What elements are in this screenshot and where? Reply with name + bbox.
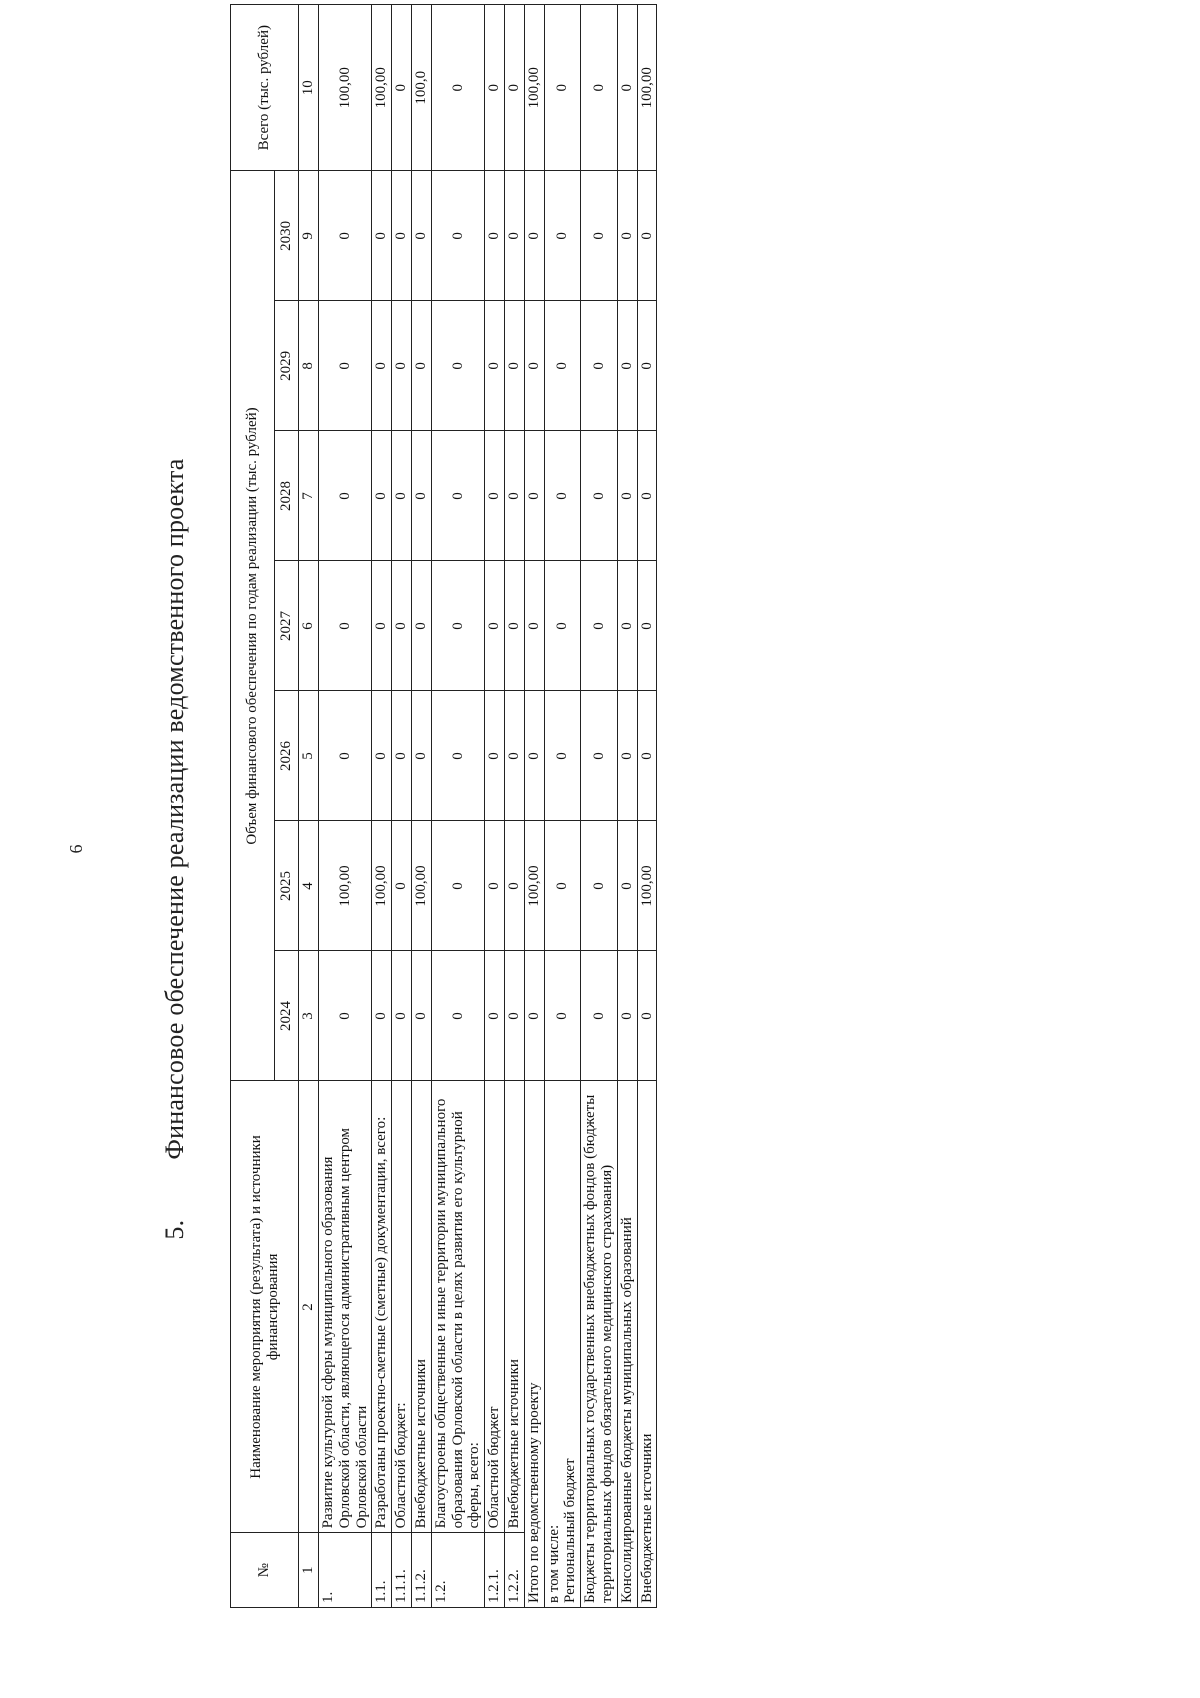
column-number: 6 (299, 561, 319, 691)
row-number: 1.1.2. (411, 1533, 431, 1608)
summary-value: 0 (617, 171, 637, 301)
table-row (431, 5, 484, 1608)
row-value: 0 (485, 431, 505, 561)
row-value: 0 (431, 301, 484, 431)
row-number: 1.1. (372, 1533, 392, 1608)
summary-value: 0 (581, 431, 618, 561)
table-body (319, 5, 657, 1608)
row-value: 0 (319, 691, 372, 821)
summary-value: 0 (617, 821, 637, 951)
summary-value: 0 (524, 951, 544, 1081)
row-name: Внебюджетные источники (504, 1081, 524, 1533)
summary-value: 0 (544, 821, 581, 951)
header-year: 2024 (275, 951, 299, 1081)
summary-total: 100,00 (524, 5, 544, 171)
row-value: 0 (431, 951, 484, 1081)
summary-value: 0 (544, 951, 581, 1081)
row-value: 0 (372, 301, 392, 431)
column-number: 2 (299, 1081, 319, 1533)
row-value: 0 (392, 171, 412, 301)
summary-value: 0 (637, 171, 657, 301)
financing-table (230, 4, 657, 1608)
summary-value: 0 (617, 301, 637, 431)
row-value: 0 (372, 691, 392, 821)
summary-value: 0 (617, 561, 637, 691)
row-value: 0 (392, 821, 412, 951)
row-total: 0 (485, 5, 505, 171)
summary-row (544, 5, 581, 1608)
row-total: 100,00 (319, 5, 372, 171)
row-value: 0 (372, 431, 392, 561)
summary-value: 0 (637, 951, 657, 1081)
summary-value: 0 (544, 431, 581, 561)
row-value: 0 (392, 561, 412, 691)
summary-name: в том числе: Региональный бюджет (544, 1081, 581, 1608)
row-name: Областной бюджет: (392, 1081, 412, 1533)
column-numbers-row (299, 5, 319, 1608)
header-year: 2028 (275, 431, 299, 561)
header-year: 2030 (275, 171, 299, 301)
summary-name: Консолидированные бюджеты муниципальных образований (617, 1081, 637, 1608)
summary-value: 0 (637, 431, 657, 561)
row-value: 0 (392, 301, 412, 431)
table-row (392, 5, 412, 1608)
column-number: 5 (299, 691, 319, 821)
row-number: 1.2. (431, 1533, 484, 1608)
row-number: 1.1.1. (392, 1533, 412, 1608)
row-value: 100,00 (372, 821, 392, 951)
row-name: Развитие культурной сферы муниципального образования Орловской области, являющегося административным центром Орловской области (319, 1081, 372, 1533)
row-value: 0 (319, 171, 372, 301)
summary-value: 0 (524, 691, 544, 821)
summary-value: 0 (617, 951, 637, 1081)
column-number: 8 (299, 301, 319, 431)
column-number: 7 (299, 431, 319, 561)
column-number: 3 (299, 951, 319, 1081)
row-total: 0 (392, 5, 412, 171)
row-value: 0 (372, 951, 392, 1081)
row-value: 0 (431, 431, 484, 561)
row-value: 0 (485, 171, 505, 301)
row-value: 100,00 (411, 821, 431, 951)
summary-name: Итого по ведомственному проекту (524, 1081, 544, 1608)
row-value: 0 (411, 171, 431, 301)
row-value: 0 (431, 171, 484, 301)
summary-value: 0 (637, 301, 657, 431)
row-value: 0 (431, 691, 484, 821)
row-value: 0 (411, 301, 431, 431)
summary-value: 0 (524, 171, 544, 301)
table-row (319, 5, 372, 1608)
column-number: 4 (299, 821, 319, 951)
row-total: 100,0 (411, 5, 431, 171)
summary-total: 0 (544, 5, 581, 171)
header-year: 2026 (275, 691, 299, 821)
section-heading (160, 0, 190, 1698)
row-number: 1.2.1. (485, 1533, 505, 1608)
row-value: 0 (319, 561, 372, 691)
summary-value: 0 (617, 431, 637, 561)
summary-value: 0 (581, 561, 618, 691)
section-number: 5. (160, 1219, 189, 1240)
summary-value: 0 (637, 691, 657, 821)
header-volume: Объем финансового обеспечения по годам реализации (тыс. рублей) (231, 171, 275, 1081)
column-number: 10 (299, 5, 319, 171)
table-row (485, 5, 505, 1608)
table-row (372, 5, 392, 1608)
summary-total: 0 (617, 5, 637, 171)
row-value: 0 (411, 951, 431, 1081)
column-number: 1 (299, 1533, 319, 1608)
summary-value: 0 (617, 691, 637, 821)
row-value: 0 (504, 171, 524, 301)
row-value: 0 (485, 821, 505, 951)
row-value: 0 (411, 691, 431, 821)
row-value: 0 (504, 431, 524, 561)
summary-value: 0 (544, 561, 581, 691)
column-number: 9 (299, 171, 319, 301)
row-value: 0 (431, 821, 484, 951)
page-number: 6 (66, 844, 86, 854)
header-no: № (231, 1533, 299, 1608)
summary-value: 0 (581, 821, 618, 951)
row-value: 0 (485, 301, 505, 431)
row-value: 0 (392, 431, 412, 561)
header-year: 2029 (275, 301, 299, 431)
row-value: 0 (319, 951, 372, 1081)
row-value: 0 (372, 561, 392, 691)
summary-name: Бюджеты территориальных государственных внебюджетных фондов (бюджеты территориальных фондов обязательного медицинского страхования) (581, 1081, 618, 1608)
summary-value: 100,00 (637, 821, 657, 951)
row-name: Благоустроены общественные и иные территории муниципального образования Орловской области в целях развития его культурной сферы, всего: (431, 1081, 484, 1533)
summary-row (581, 5, 618, 1608)
row-value: 100,00 (319, 821, 372, 951)
row-value: 0 (504, 951, 524, 1081)
row-number: 1. (319, 1533, 372, 1608)
summary-total: 100,00 (637, 5, 657, 171)
row-value: 0 (485, 691, 505, 821)
summary-row (617, 5, 637, 1608)
row-value: 0 (485, 561, 505, 691)
summary-value: 0 (581, 951, 618, 1081)
table-row (504, 5, 524, 1608)
row-value: 0 (392, 951, 412, 1081)
summary-name: Внебюджетные источники (637, 1081, 657, 1608)
header-year: 2025 (275, 821, 299, 951)
row-value: 0 (504, 561, 524, 691)
row-value: 0 (504, 821, 524, 951)
row-total: 0 (431, 5, 484, 171)
row-value: 0 (411, 561, 431, 691)
row-total: 0 (504, 5, 524, 171)
summary-value: 0 (581, 171, 618, 301)
row-value: 0 (485, 951, 505, 1081)
row-value: 0 (319, 431, 372, 561)
row-value: 0 (372, 171, 392, 301)
summary-row (637, 5, 657, 1608)
summary-value: 0 (581, 301, 618, 431)
summary-value: 0 (544, 301, 581, 431)
row-value: 0 (431, 561, 484, 691)
row-value: 0 (504, 691, 524, 821)
summary-value: 0 (524, 301, 544, 431)
header-total: Всего (тыс. рублей) (231, 5, 299, 171)
table-row (411, 5, 431, 1608)
row-name: Разработаны проектно-сметные (сметные) документации, всего: (372, 1081, 392, 1533)
summary-value: 0 (637, 561, 657, 691)
summary-value: 0 (524, 431, 544, 561)
row-value: 0 (392, 691, 412, 821)
summary-value: 0 (544, 171, 581, 301)
summary-value: 100,00 (524, 821, 544, 951)
summary-value: 0 (524, 561, 544, 691)
summary-value: 0 (581, 691, 618, 821)
summary-value: 0 (544, 691, 581, 821)
row-name: Внебюджетные источники (411, 1081, 431, 1533)
row-value: 0 (504, 301, 524, 431)
header-name: Наименование мероприятия (результата) и источники финансирования (231, 1081, 299, 1533)
row-value: 0 (319, 301, 372, 431)
row-number: 1.2.2. (504, 1533, 524, 1608)
row-value: 0 (411, 431, 431, 561)
summary-row (524, 5, 544, 1608)
header-year: 2027 (275, 561, 299, 691)
row-name: Областной бюджет (485, 1081, 505, 1533)
summary-total: 0 (581, 5, 618, 171)
section-title: Финансовое обеспечение реализации ведомственного проекта (160, 458, 189, 1160)
row-total: 100,00 (372, 5, 392, 171)
